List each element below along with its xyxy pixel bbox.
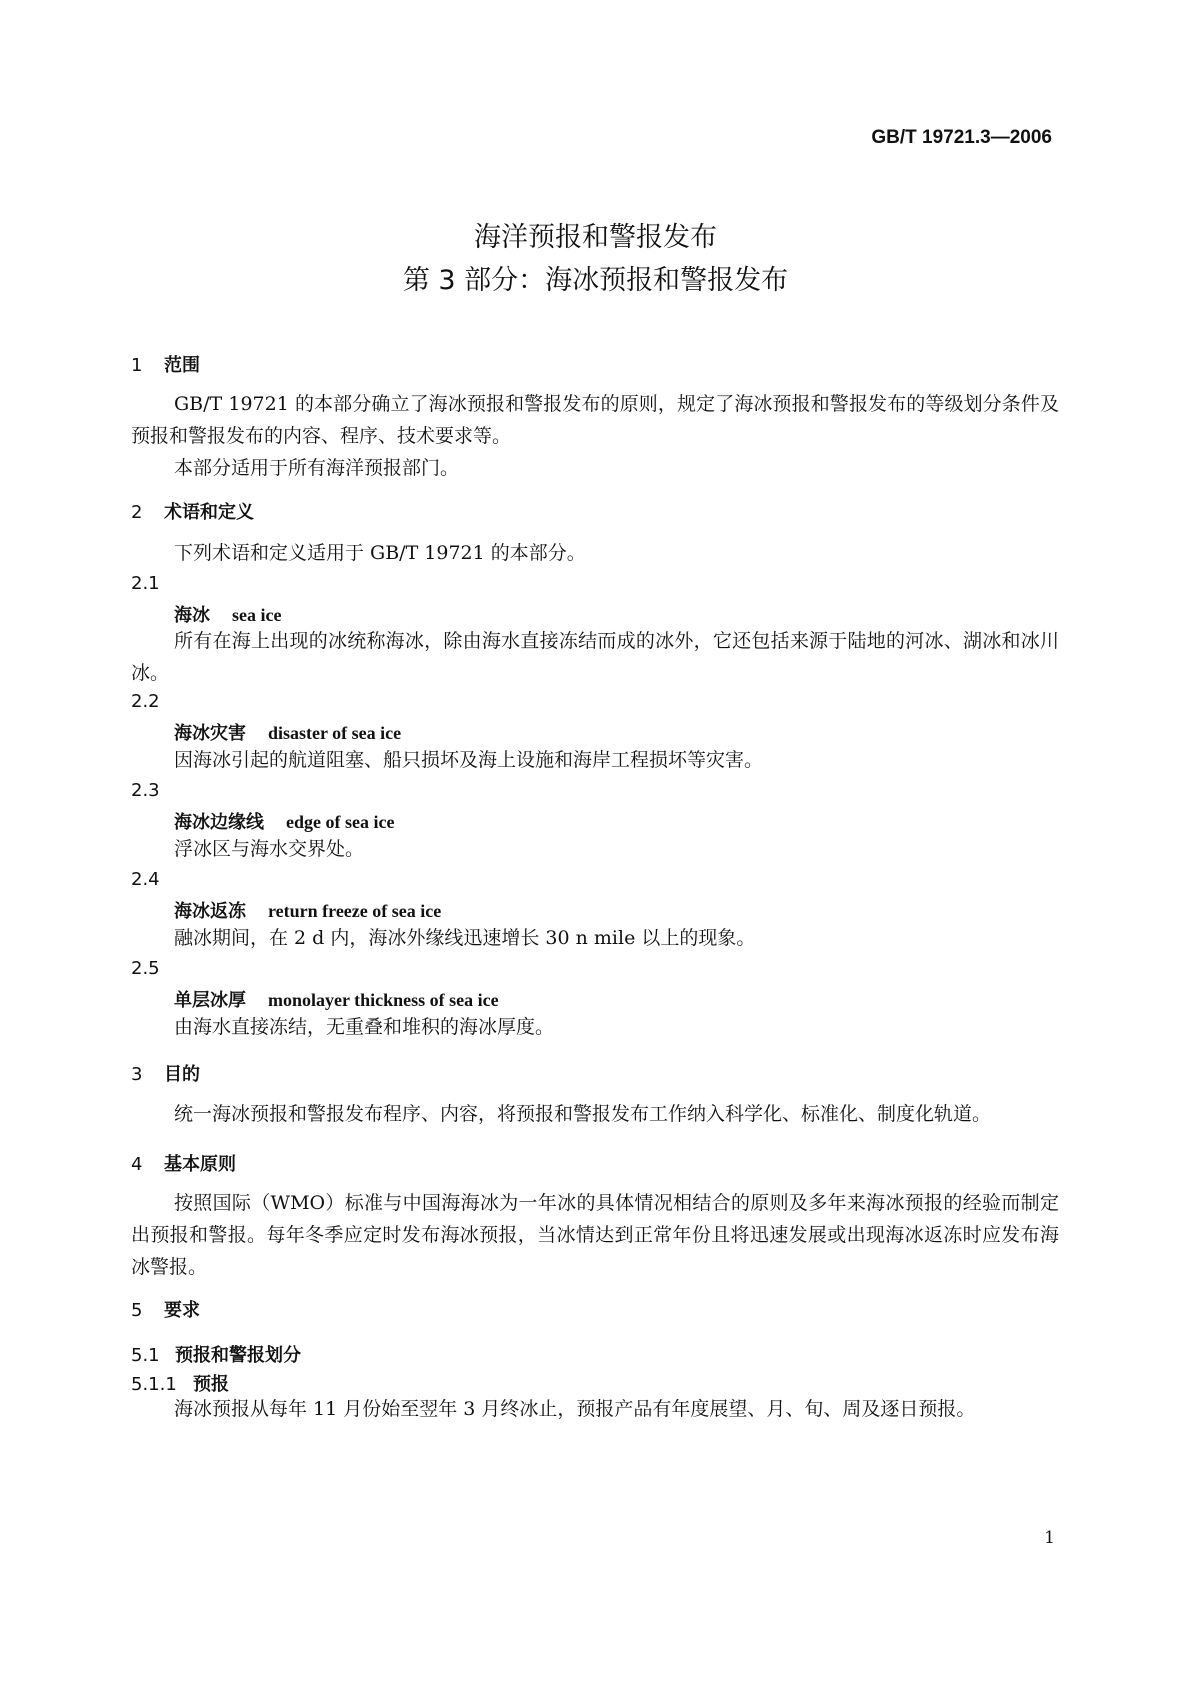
term-zh: 单层冰厚 [174,990,246,1011]
term-definition: 因海冰引起的航道阻塞、船只损坏及海上设施和海岸工程损坏等灾害。 [174,749,764,771]
paragraph: 海冰预报从每年 11 月份始至翌年 3 月终冰止，预报产品有年度展望、月、旬、周及逐日预报。 [174,1398,976,1420]
term-zh: 海冰 [174,605,210,626]
term-heading [174,808,394,834]
term-number: 2.3 [131,780,160,801]
term-en: return freeze of sea ice [268,901,442,921]
paragraph: 统一海冰预报和警报发布程序、内容，将预报和警报发布工作纳入科学化、标准化、制度化轨道。 [174,1103,992,1125]
term-definition: 融冰期间，在 2 d 内，海冰外缘线迅速增长 30 n mile 以上的现象。 [174,927,756,949]
document-subtitle: 第 3 部分：海冰预报和警报发布 [402,265,789,296]
section-number: 5 [131,1300,143,1321]
term-en: sea ice [232,605,282,625]
section-number: 2 [131,502,143,523]
term-definition: 所有在海上出现的冰统称海冰，除由海水直接冻结而成的冰外，它还包括来源于陆地的河冰、湖冰和冰川冰。 [131,630,1059,684]
term-number: 2.4 [131,869,160,890]
term-en: monolayer thickness of sea ice [268,990,499,1010]
section-title: 目的 [164,1064,200,1085]
section-title: 要求 [164,1300,200,1321]
section-heading-3 [131,1060,200,1086]
paragraph: 下列术语和定义适用于 GB/T 19721 的本部分。 [174,542,586,564]
standard-code: GB/T 19721.3—2006 [871,127,1052,148]
section-heading-4 [131,1150,236,1176]
paragraph: 本部分适用于所有海洋预报部门。 [174,457,460,479]
term-definition: 由海水直接冻结，无重叠和堆积的海冰厚度。 [174,1016,555,1038]
section-number: 5.1.1 [131,1374,177,1395]
paragraph: 按照国际（WMO）标准与中国海海冰为一年冰的具体情况相结合的原则及多年来海冰预报的经验而制定出预报和警报。每年冬季应定时发布海冰预报，当冰情达到正常年份且将迅速发展或出现海冰返冻时应发布海冰警报。 [131,1192,1059,1278]
section-title: 术语和定义 [164,502,254,523]
term-heading [174,897,441,923]
term-number: 2.2 [131,691,160,712]
section-heading-1 [131,351,200,377]
subsection-heading-5-1 [131,1341,301,1367]
section-number: 5.1 [131,1345,160,1366]
section-number: 3 [131,1064,143,1085]
section-title: 基本原则 [164,1154,236,1175]
section-title: 预报 [193,1374,229,1395]
section-number: 4 [131,1154,143,1175]
section-title: 范围 [164,355,200,376]
document-title: 海洋预报和警报发布 [474,222,717,253]
term-number: 2.5 [131,958,160,979]
section-heading-2 [131,498,254,524]
term-heading [174,601,281,627]
term-en: edge of sea ice [286,812,395,832]
section-number: 1 [131,355,143,376]
term-number: 2.1 [131,573,160,594]
term-heading [174,986,499,1012]
paragraph: GB/T 19721 的本部分确立了海冰预报和警报发布的原则，规定了海冰预报和警报发布的等级划分条件及预报和警报发布的内容、程序、技术要求等。 [131,393,1059,447]
term-heading [174,719,401,745]
section-title: 预报和警报划分 [175,1345,301,1366]
term-definition: 浮冰区与海水交界处。 [174,838,365,860]
section-heading-5 [131,1296,200,1322]
page-number: 1 [1044,1528,1055,1548]
term-zh: 海冰灾害 [174,723,246,744]
term-en: disaster of sea ice [268,723,402,743]
term-zh: 海冰边缘线 [174,812,264,833]
term-zh: 海冰返冻 [174,901,246,922]
